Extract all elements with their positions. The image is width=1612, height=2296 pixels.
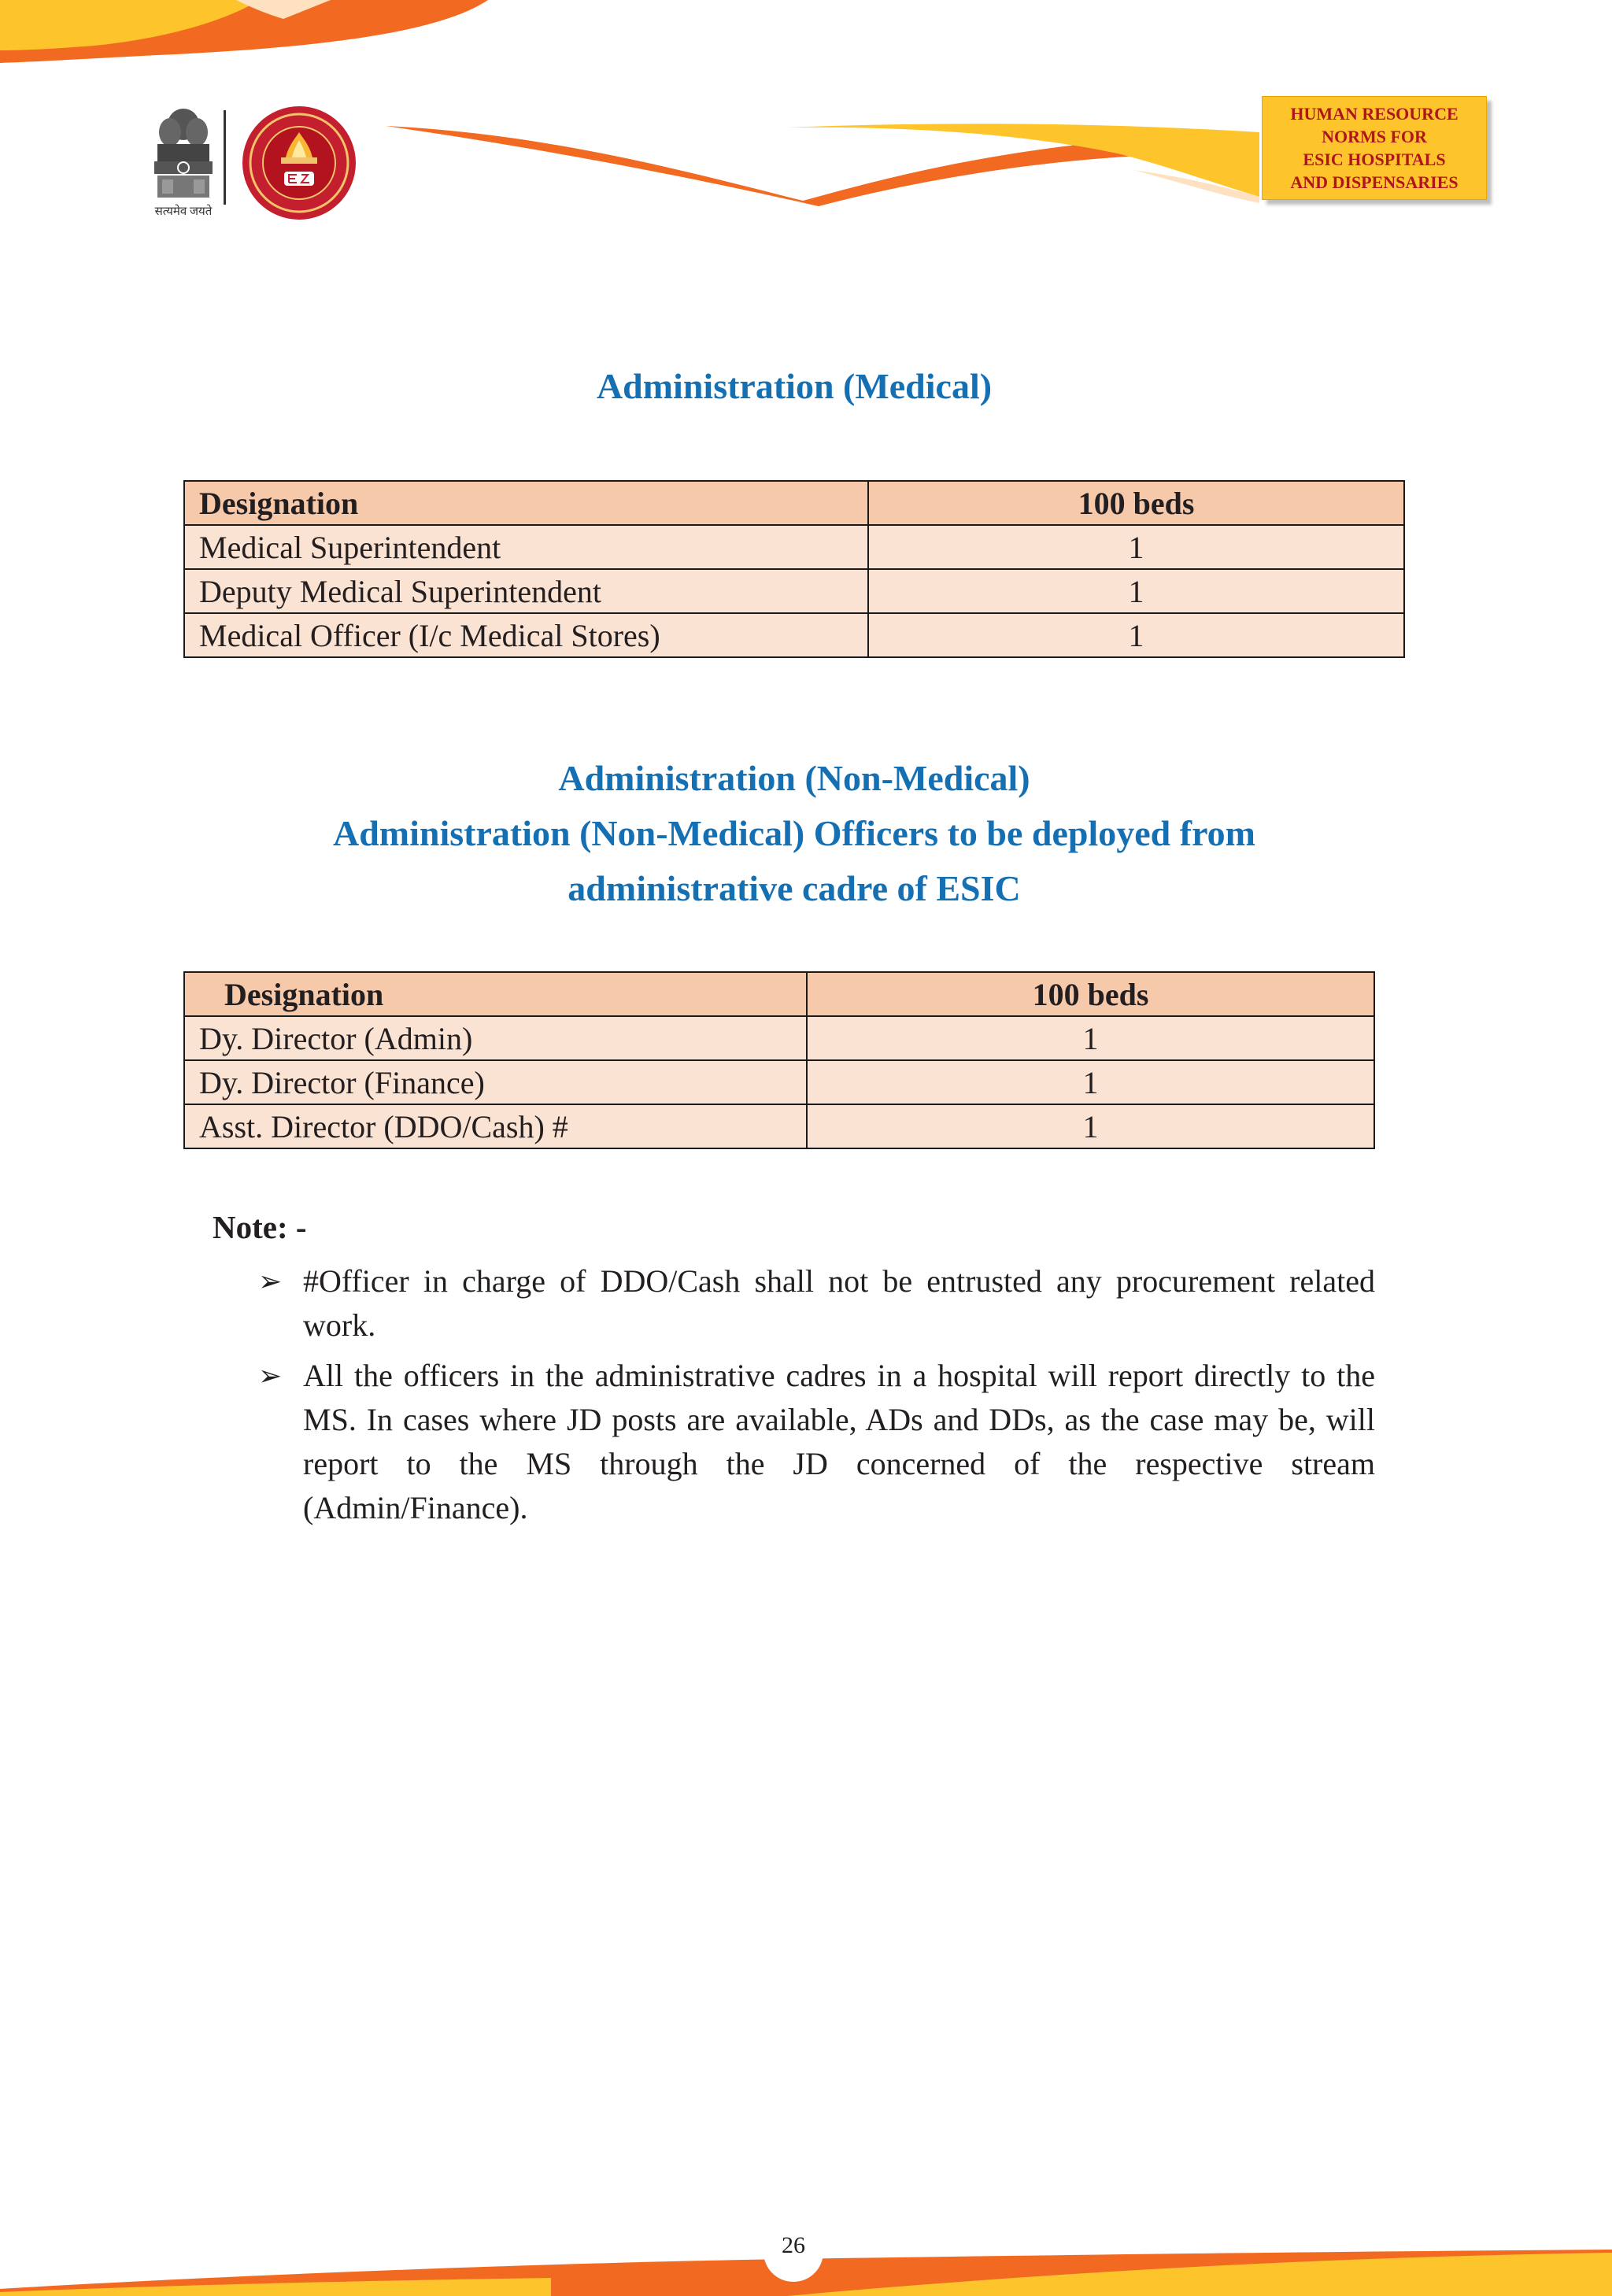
column-header-designation: Designation — [184, 972, 807, 1016]
medical-admin-table — [183, 480, 1405, 658]
cell-count: 1 — [868, 525, 1404, 569]
cell-count: 1 — [807, 1016, 1374, 1060]
cell-designation: Asst. Director (DDO/Cash) # — [184, 1104, 807, 1148]
cell-count: 1 — [868, 569, 1404, 613]
bullet-arrow-icon: ➢ — [258, 1360, 283, 1392]
table-header-row — [184, 481, 1404, 525]
cell-count: 1 — [807, 1104, 1374, 1148]
table-header-row — [184, 972, 1374, 1016]
table-row — [184, 569, 1404, 613]
column-header-beds: 100 beds — [807, 972, 1374, 1016]
column-header-designation: Designation — [184, 481, 868, 525]
document-title-badge — [1262, 96, 1487, 200]
cell-count: 1 — [868, 613, 1404, 657]
emblem-caption: सत्यमेव जयते — [154, 205, 213, 218]
non-medical-admin-table — [183, 971, 1375, 1149]
table-row — [184, 613, 1404, 657]
esic-logo-icon — [240, 104, 358, 222]
page-number: 26 — [782, 2232, 805, 2258]
cell-designation: Deputy Medical Superintendent — [184, 569, 868, 613]
national-emblem-icon — [140, 101, 235, 219]
logo-divider — [224, 110, 226, 205]
section-subtitle-line-1: Administration (Non-Medical) Officers to be deployed from — [333, 813, 1255, 853]
cell-designation: Dy. Director (Admin) — [184, 1016, 807, 1060]
cell-designation: Medical Superintendent — [184, 525, 868, 569]
column-header-beds: 100 beds — [868, 481, 1404, 525]
cell-designation: Dy. Director (Finance) — [184, 1060, 807, 1104]
cell-designation: Medical Officer (I/c Medical Stores) — [184, 613, 868, 657]
cell-count: 1 — [807, 1060, 1374, 1104]
table-row — [184, 1060, 1374, 1104]
badge-text: HUMAN RESOURCE NORMS FOR ESIC HOSPITALS AND DISPENSARIES — [1290, 104, 1459, 192]
note-label: Note: - — [213, 1209, 307, 1245]
note-item: All the officers in the administrative cadres in a hospital will report directly to the MS. In cases where JD posts are available, ADs and DDs, as the case may be, will report to the MS through the JD concerned of the respective stream (Admin/Finance). — [303, 1358, 1375, 1525]
table-row — [184, 1104, 1374, 1148]
section-title-medical: Administration (Medical) — [596, 366, 993, 406]
section-title-non-medical: Administration (Non-Medical) — [558, 758, 1030, 798]
note-item: #Officer in charge of DDO/Cash shall not be entrusted any procurement related work. — [303, 1263, 1375, 1343]
bullet-arrow-icon: ➢ — [258, 1266, 283, 1297]
table-row — [184, 1016, 1374, 1060]
section-subtitle-line-2: administrative cadre of ESIC — [568, 868, 1021, 908]
table-row — [184, 525, 1404, 569]
